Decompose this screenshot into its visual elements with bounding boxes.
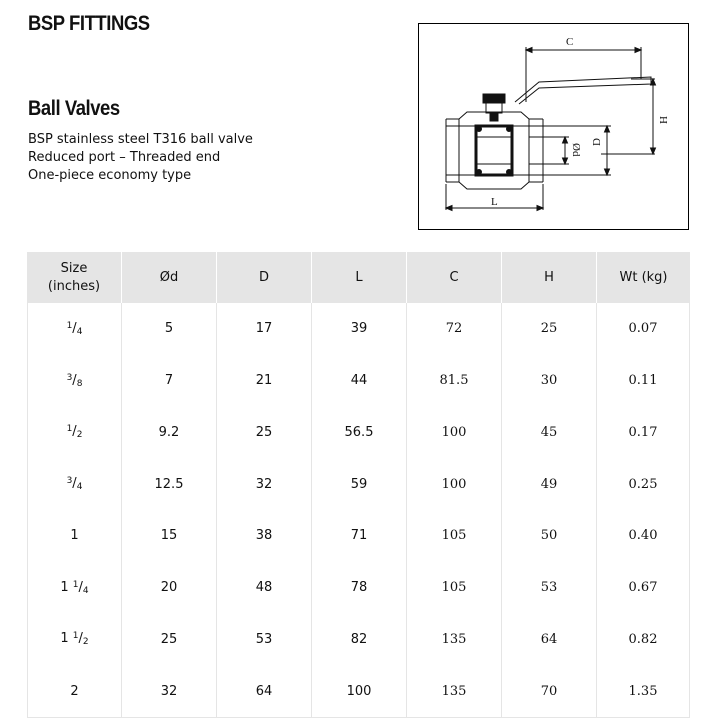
valve-drawing	[419, 24, 690, 231]
col-header-l: L	[312, 252, 407, 303]
section-title: Ball Valves	[28, 97, 120, 120]
cell-od: 32	[122, 665, 217, 718]
dimensions-table	[27, 252, 690, 718]
size-whole: 2	[70, 683, 79, 699]
cell-wt: 0.07	[597, 303, 690, 355]
size-numerator: 1	[72, 579, 79, 590]
cell-od: 9.2	[122, 407, 217, 459]
cell-size	[27, 458, 122, 510]
cell-h: 25	[502, 303, 597, 355]
table-row	[27, 510, 690, 562]
cell-size	[27, 510, 122, 562]
size-denominator: 8	[76, 378, 83, 389]
cell-wt: 1.35	[597, 665, 690, 718]
cell-l: 56.5	[312, 407, 407, 459]
cell-l: 100	[312, 665, 407, 718]
fraction-slash: /	[72, 424, 77, 440]
cell-d: 25	[217, 407, 312, 459]
product-description	[28, 131, 253, 185]
size-whole: 1	[70, 528, 79, 544]
cell-d: 53	[217, 614, 312, 666]
cell-c: 72	[407, 303, 502, 355]
dim-label-c: C	[566, 36, 574, 48]
cell-c: 135	[407, 665, 502, 718]
cell-h: 45	[502, 407, 597, 459]
cell-od: 7	[122, 355, 217, 407]
cell-d: 32	[217, 458, 312, 510]
valve-ball	[476, 126, 512, 175]
cell-c: 100	[407, 407, 502, 459]
cell-d: 17	[217, 303, 312, 355]
table-row	[27, 562, 690, 614]
col-header-od: Ød	[122, 252, 217, 303]
cell-size	[27, 303, 122, 355]
cell-size	[27, 665, 122, 718]
cell-od: 12.5	[122, 458, 217, 510]
fraction-slash: /	[72, 372, 77, 388]
cell-wt: 0.17	[597, 407, 690, 459]
cell-od: 20	[122, 562, 217, 614]
col-header-size	[27, 252, 122, 303]
fraction-slash: /	[78, 579, 83, 595]
cell-h: 49	[502, 458, 597, 510]
dim-label-h: H	[657, 116, 669, 124]
table-row	[27, 458, 690, 510]
col-header-h: H	[502, 252, 597, 303]
valve-handle	[515, 77, 651, 104]
col-header-size-line1: Size	[60, 260, 88, 276]
col-header-wt: Wt (kg)	[597, 252, 690, 303]
cell-size	[27, 562, 122, 614]
cell-wt: 0.11	[597, 355, 690, 407]
size-numerator: 1	[66, 424, 73, 435]
cell-c: 105	[407, 510, 502, 562]
size-numerator: 3	[66, 372, 73, 383]
cell-h: 50	[502, 510, 597, 562]
cell-od: 15	[122, 510, 217, 562]
col-header-d: D	[217, 252, 312, 303]
cell-h: 70	[502, 665, 597, 718]
table-row	[27, 665, 690, 718]
size-denominator: 4	[76, 326, 83, 337]
col-header-size-line2: (inches)	[47, 278, 101, 294]
ball-valve-diagram	[418, 23, 689, 230]
cell-d: 38	[217, 510, 312, 562]
table-row	[27, 355, 690, 407]
dim-label-l: L	[491, 196, 498, 208]
cell-l: 78	[312, 562, 407, 614]
cell-size	[27, 355, 122, 407]
cell-c: 81.5	[407, 355, 502, 407]
size-numerator: 1	[72, 631, 79, 642]
cell-wt: 0.67	[597, 562, 690, 614]
cell-c: 100	[407, 458, 502, 510]
cell-h: 53	[502, 562, 597, 614]
cell-l: 59	[312, 458, 407, 510]
dim-label-od: Ød	[570, 143, 582, 157]
cell-size	[27, 614, 122, 666]
table-header-row	[27, 252, 690, 303]
table-row	[27, 407, 690, 459]
description-line: Reduced port – Threaded end	[28, 150, 221, 165]
cell-l: 71	[312, 510, 407, 562]
dim-label-d: D	[591, 138, 603, 146]
size-denominator: 2	[76, 430, 83, 441]
cell-od: 5	[122, 303, 217, 355]
fraction-slash: /	[72, 320, 77, 336]
size-whole: 1	[60, 631, 73, 647]
cell-l: 82	[312, 614, 407, 666]
cell-size	[27, 407, 122, 459]
fraction-slash: /	[72, 476, 77, 492]
cell-l: 44	[312, 355, 407, 407]
size-denominator: 4	[76, 482, 83, 493]
cell-wt: 0.40	[597, 510, 690, 562]
cell-c: 135	[407, 614, 502, 666]
cell-wt: 0.82	[597, 614, 690, 666]
cell-c: 105	[407, 562, 502, 614]
cell-d: 21	[217, 355, 312, 407]
size-whole: 1	[60, 579, 73, 595]
cell-d: 64	[217, 665, 312, 718]
cell-wt: 0.25	[597, 458, 690, 510]
table-row	[27, 303, 690, 355]
cell-d: 48	[217, 562, 312, 614]
cell-l: 39	[312, 303, 407, 355]
page-title: BSP FITTINGS	[28, 12, 150, 35]
fraction-slash: /	[78, 631, 83, 647]
table-row	[27, 614, 690, 666]
description-line: One-piece economy type	[28, 168, 192, 183]
description-line: BSP stainless steel T316 ball valve	[28, 132, 253, 147]
size-numerator: 1	[66, 320, 73, 331]
cell-h: 64	[502, 614, 597, 666]
size-numerator: 3	[66, 476, 73, 487]
cell-od: 25	[122, 614, 217, 666]
cell-h: 30	[502, 355, 597, 407]
size-denominator: 2	[82, 637, 89, 648]
size-denominator: 4	[82, 585, 89, 596]
col-header-c: C	[407, 252, 502, 303]
